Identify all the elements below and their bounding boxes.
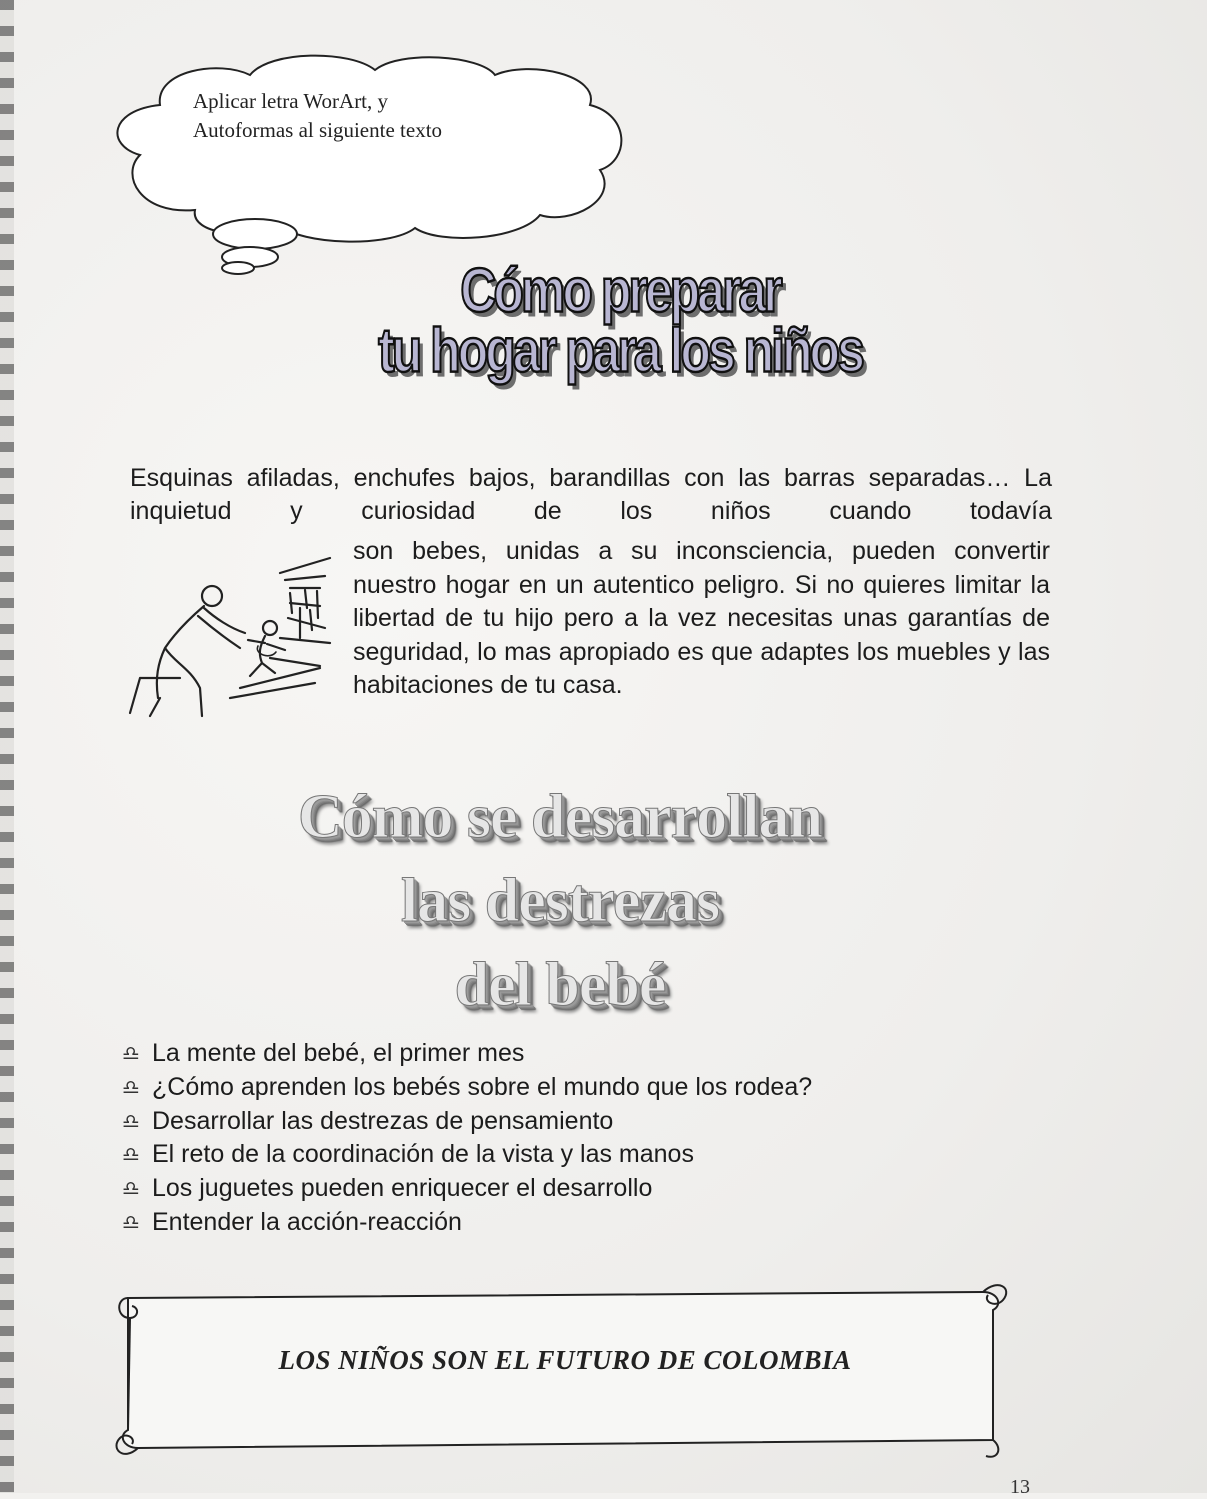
- list-item-text: Desarrollar las destrezas de pensamiento: [152, 1106, 614, 1135]
- cloud-line-2: Autoformas al siguiente texto: [193, 118, 443, 142]
- list-item: [118, 1105, 812, 1139]
- list-item-text: La mente del bebé, el primer mes: [152, 1039, 525, 1067]
- libra-bullet-icon: ♎: [122, 1176, 140, 1201]
- page-number: 13: [1010, 1476, 1030, 1498]
- development-topics-list: [118, 1037, 812, 1240]
- list-item: [118, 1206, 812, 1240]
- parent-child-illustration-icon: [120, 548, 340, 723]
- spiral-binding: [0, 0, 14, 1493]
- wordart-title-line-2: tu hogar para los niños: [378, 315, 862, 385]
- paragraph-lead: Esquinas afiladas, enchufes bajos, barandillas con las barras separadas… La inquietud y curiosidad de los niños cuando todavía: [130, 464, 1052, 525]
- wordart-subtitle-line-1: Cómo se desarrollan: [297, 783, 823, 851]
- thought-cloud: [100, 50, 640, 280]
- wordart-subtitle: [280, 775, 840, 1027]
- cloud-line-1: Aplicar letra WorArt, y: [193, 89, 389, 113]
- list-item-text: El reto de la coordinación de la vista y las manos: [152, 1140, 694, 1169]
- list-item-text: Los juguetes pueden enriquecer el desarrollo: [152, 1174, 653, 1203]
- list-item-text: Entender la acción-reacción: [152, 1207, 462, 1236]
- paragraph-wrapped: son bebes, unidas a su inconsciencia, pueden convertir nuestro hogar en un autentico peligro. Si no quieres limitar la libertad de tu hijo pero a la vez necesitas unas garantías de seguridad, lo mas apropiado es que adaptes los muebles y las habitaciones de tu casa.: [353, 537, 1050, 699]
- wordart-title-line-1: Cómo preparar: [460, 255, 780, 325]
- list-item: [118, 1172, 812, 1206]
- cloud-shape-icon: [100, 50, 640, 280]
- wordart-subtitle-line-3: del bebé: [454, 951, 666, 1019]
- list-item-text: ¿Cómo aprenden los bebés sobre el mundo que los rodea?: [152, 1072, 813, 1101]
- libra-bullet-icon: ♎: [122, 1041, 140, 1065]
- libra-bullet-icon: ♎: [122, 1074, 140, 1099]
- banner-text: LOS NIÑOS SON EL FUTURO DE COLOMBIA: [278, 1345, 852, 1375]
- wordart-title: [375, 255, 865, 385]
- list-item: [118, 1138, 812, 1172]
- wordart-subtitle-line-2: las destrezas: [400, 867, 720, 935]
- libra-bullet-icon: ♎: [122, 1142, 140, 1167]
- list-item: [118, 1037, 812, 1071]
- list-item: [118, 1071, 812, 1105]
- libra-bullet-icon: ♎: [122, 1209, 140, 1234]
- libra-bullet-icon: ♎: [122, 1108, 140, 1133]
